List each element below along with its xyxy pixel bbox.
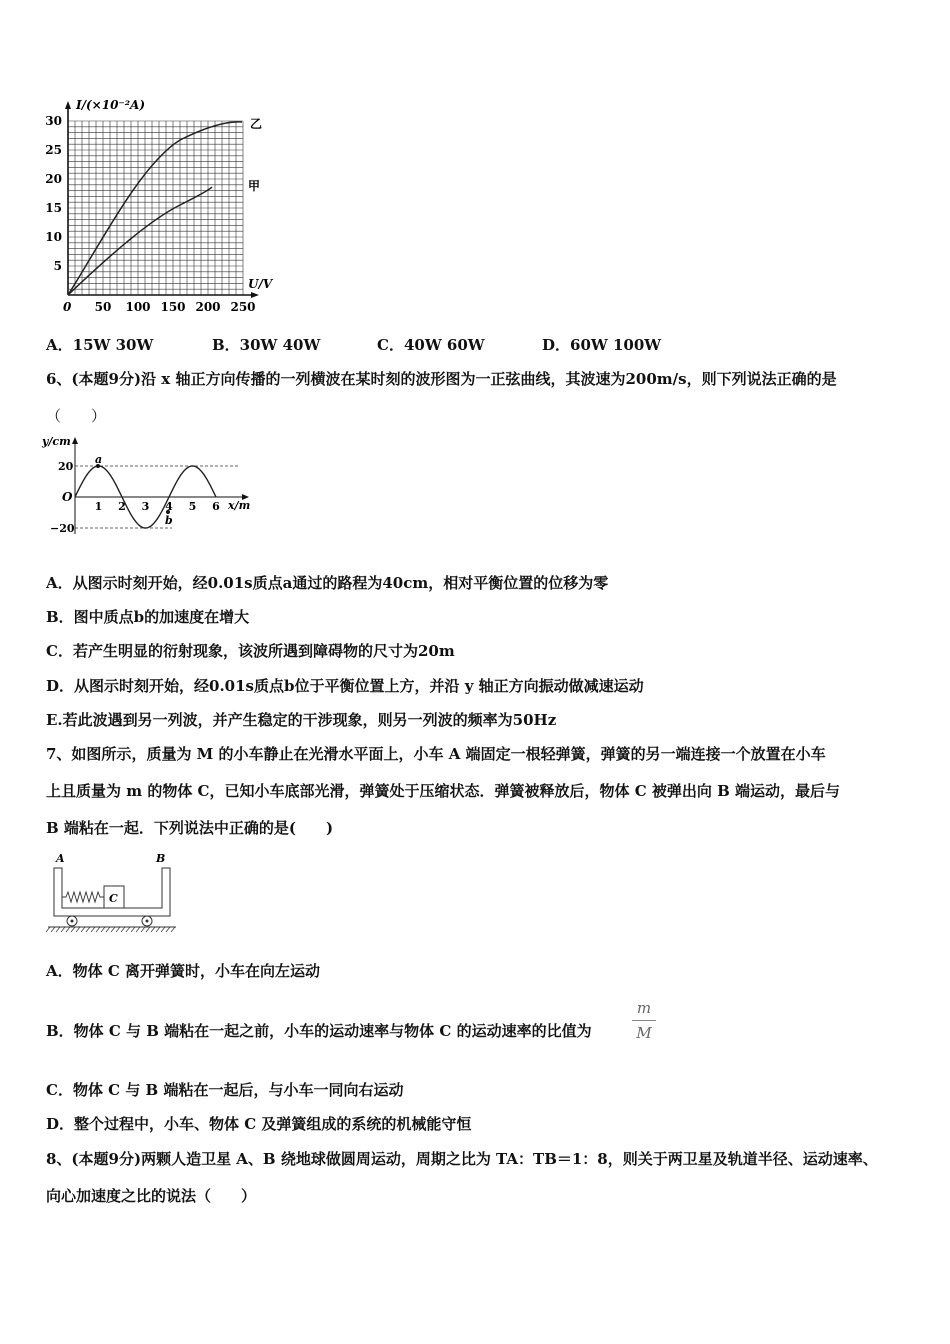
- iu-graph: [40, 95, 290, 320]
- wave-x-label: x/m: [228, 499, 251, 512]
- fraction-bar: [632, 1020, 656, 1021]
- hatch-line: [161, 927, 165, 932]
- cart-label-a: A: [56, 852, 65, 865]
- hatch-line: [46, 927, 50, 932]
- hatch-line: [141, 927, 145, 932]
- hatch-line: [101, 927, 105, 932]
- wheel-right-hub: [146, 920, 149, 923]
- q5-options: [46, 334, 806, 356]
- y-tick-label: 10: [45, 230, 62, 244]
- q7-option-a[interactable]: A．物体 C 离开弹簧时，小车在向左运动: [46, 962, 321, 980]
- q6-option-e[interactable]: E.若此波遇到另一列波，并产生稳定的干涉现象，则另一列波的频率为50Hz: [46, 711, 557, 729]
- wave-y-label: y/cm: [42, 435, 71, 448]
- hatch-line: [51, 927, 55, 932]
- wave-x-ticks: [95, 500, 221, 513]
- x-tick-label: 50: [94, 300, 112, 314]
- hatch-line: [136, 927, 140, 932]
- x-axis-label: U/V: [248, 277, 273, 291]
- mass-ratio-fraction: [632, 998, 656, 1043]
- graph-grid: [68, 121, 243, 295]
- hatch-line: [86, 927, 90, 932]
- wave-x-tick: 2: [118, 500, 126, 513]
- fraction-numerator: m: [636, 999, 652, 1017]
- block-c-label: C: [109, 892, 118, 905]
- q7-option-c[interactable]: C．物体 C 与 B 端粘在一起后，与小车一同向右运动: [46, 1081, 404, 1099]
- q7-stem-line2: 上且质量为 m 的物体 C，已知小车底部光滑，弹簧处于压缩状态．弹簧被释放后，物体 C 被弹出向 B 端运动，最后与: [46, 782, 840, 800]
- hatch-line: [96, 927, 100, 932]
- y-tick-label: 5: [53, 259, 62, 273]
- x-tick-labels: [95, 300, 256, 314]
- q7-option-b[interactable]: B．物体 C 与 B 端粘在一起之前，小车的运动速率与物体 C 的运动速率的比值为: [46, 1022, 592, 1040]
- hatch-line: [151, 927, 155, 932]
- q6-option-c[interactable]: C．若产生明显的衍射现象，该波所遇到障碍物的尺寸为20m: [46, 642, 455, 660]
- x-tick-label: 250: [230, 300, 256, 314]
- q5-option-c[interactable]: C．40W 60W: [377, 336, 485, 354]
- wheel-left-hub: [71, 920, 74, 923]
- q7-option-d[interactable]: D．整个过程中，小车、物体 C 及弹簧组成的系统的机械能守恒: [46, 1115, 472, 1133]
- q5-option-a[interactable]: A．15W 30W: [46, 336, 154, 354]
- wave-y-arrow: [72, 437, 78, 444]
- x-tick-label: 200: [195, 300, 221, 314]
- wave-x-tick: 1: [94, 500, 103, 513]
- y-tick-label: 30: [45, 114, 62, 128]
- curve-yi: [68, 122, 242, 295]
- q5-option-d[interactable]: D．60W 100W: [542, 336, 662, 354]
- q6-option-d[interactable]: D．从图示时刻开始，经0.01s质点b位于平衡位置上方，并沿 y 轴正方向振动做减速运动: [46, 677, 644, 695]
- hatch-line: [76, 927, 80, 932]
- wave-x-tick: 3: [141, 500, 150, 513]
- y-axis-label: I/(×10⁻²A): [76, 98, 146, 112]
- origin-label: 0: [63, 300, 72, 314]
- q6-stem-line1: 6、(本题9分)沿 x 轴正方向传播的一列横波在某时刻的波形图为一正弦曲线，其波速为200m/s，则下列说法正确的是: [46, 370, 837, 388]
- x-tick-label: 100: [125, 300, 151, 314]
- hatch-line: [91, 927, 95, 932]
- y-tick-label: 25: [45, 143, 62, 157]
- point-b-label: b: [165, 514, 173, 527]
- wave-x-tick: 6: [212, 500, 220, 513]
- hatch-line: [81, 927, 85, 932]
- q7-stem-line3: B 端粘在一起．下列说法中正确的是( ): [46, 819, 334, 837]
- hatch-line: [121, 927, 125, 932]
- y-tick-label: 15: [45, 201, 62, 215]
- curve-label-jia: 甲: [248, 179, 261, 193]
- q6-stem-line2: （ ）: [46, 407, 107, 425]
- q6-option-b[interactable]: B．图中质点b的加速度在增大: [46, 608, 250, 626]
- hatch-line: [166, 927, 170, 932]
- q8-stem-line1: 8、(本题9分)两颗人造卫星 A、B 绕地球做圆周运动，周期之比为 TA：TB＝1：8，则关于两卫星及轨道半径、运动速率、: [46, 1150, 878, 1168]
- hatch-line: [66, 927, 70, 932]
- hatch-line: [116, 927, 120, 932]
- y-tick-label: 20: [45, 172, 62, 186]
- x-axis-arrow: [251, 292, 259, 298]
- ground-hatching: [46, 927, 175, 932]
- hatch-line: [61, 927, 65, 932]
- wave-y-pos: 20: [58, 460, 74, 473]
- cart-label-b: B: [156, 852, 166, 865]
- hatch-line: [156, 927, 160, 932]
- wave-x-tick: 5: [188, 500, 197, 513]
- fraction-denominator: M: [636, 1024, 652, 1042]
- y-axis-arrow: [65, 101, 71, 109]
- curve-jia: [68, 187, 212, 295]
- hatch-line: [56, 927, 60, 932]
- hatch-line: [146, 927, 150, 932]
- cart-figure: [44, 850, 184, 938]
- wave-origin: O: [62, 490, 73, 504]
- q6-option-a[interactable]: A．从图示时刻开始，经0.01s质点a通过的路程为40cm，相对平衡位置的位移为零: [46, 574, 609, 592]
- hatch-line: [71, 927, 75, 932]
- q7-stem-line1: 7、如图所示，质量为 M 的小车静止在光滑水平面上，小车 A 端固定一根轻弹簧，弹簧的另一端连接一个放置在小车: [46, 745, 826, 763]
- hatch-line: [126, 927, 130, 932]
- hatch-line: [131, 927, 135, 932]
- q8-stem-line2: 向心加速度之比的说法（ ）: [46, 1187, 257, 1205]
- q5-option-b[interactable]: B．30W 40W: [212, 336, 321, 354]
- spring: [62, 892, 104, 902]
- wave-y-neg: −20: [50, 522, 75, 535]
- x-tick-label: 150: [160, 300, 186, 314]
- y-tick-labels: [45, 114, 62, 273]
- point-a-label: a: [95, 453, 103, 466]
- curve-label-yi: 乙: [250, 117, 263, 131]
- hatch-line: [111, 927, 115, 932]
- hatch-line: [171, 927, 175, 932]
- wave-x-tick: 4: [165, 500, 173, 513]
- hatch-line: [106, 927, 110, 932]
- wave-figure: [40, 432, 265, 542]
